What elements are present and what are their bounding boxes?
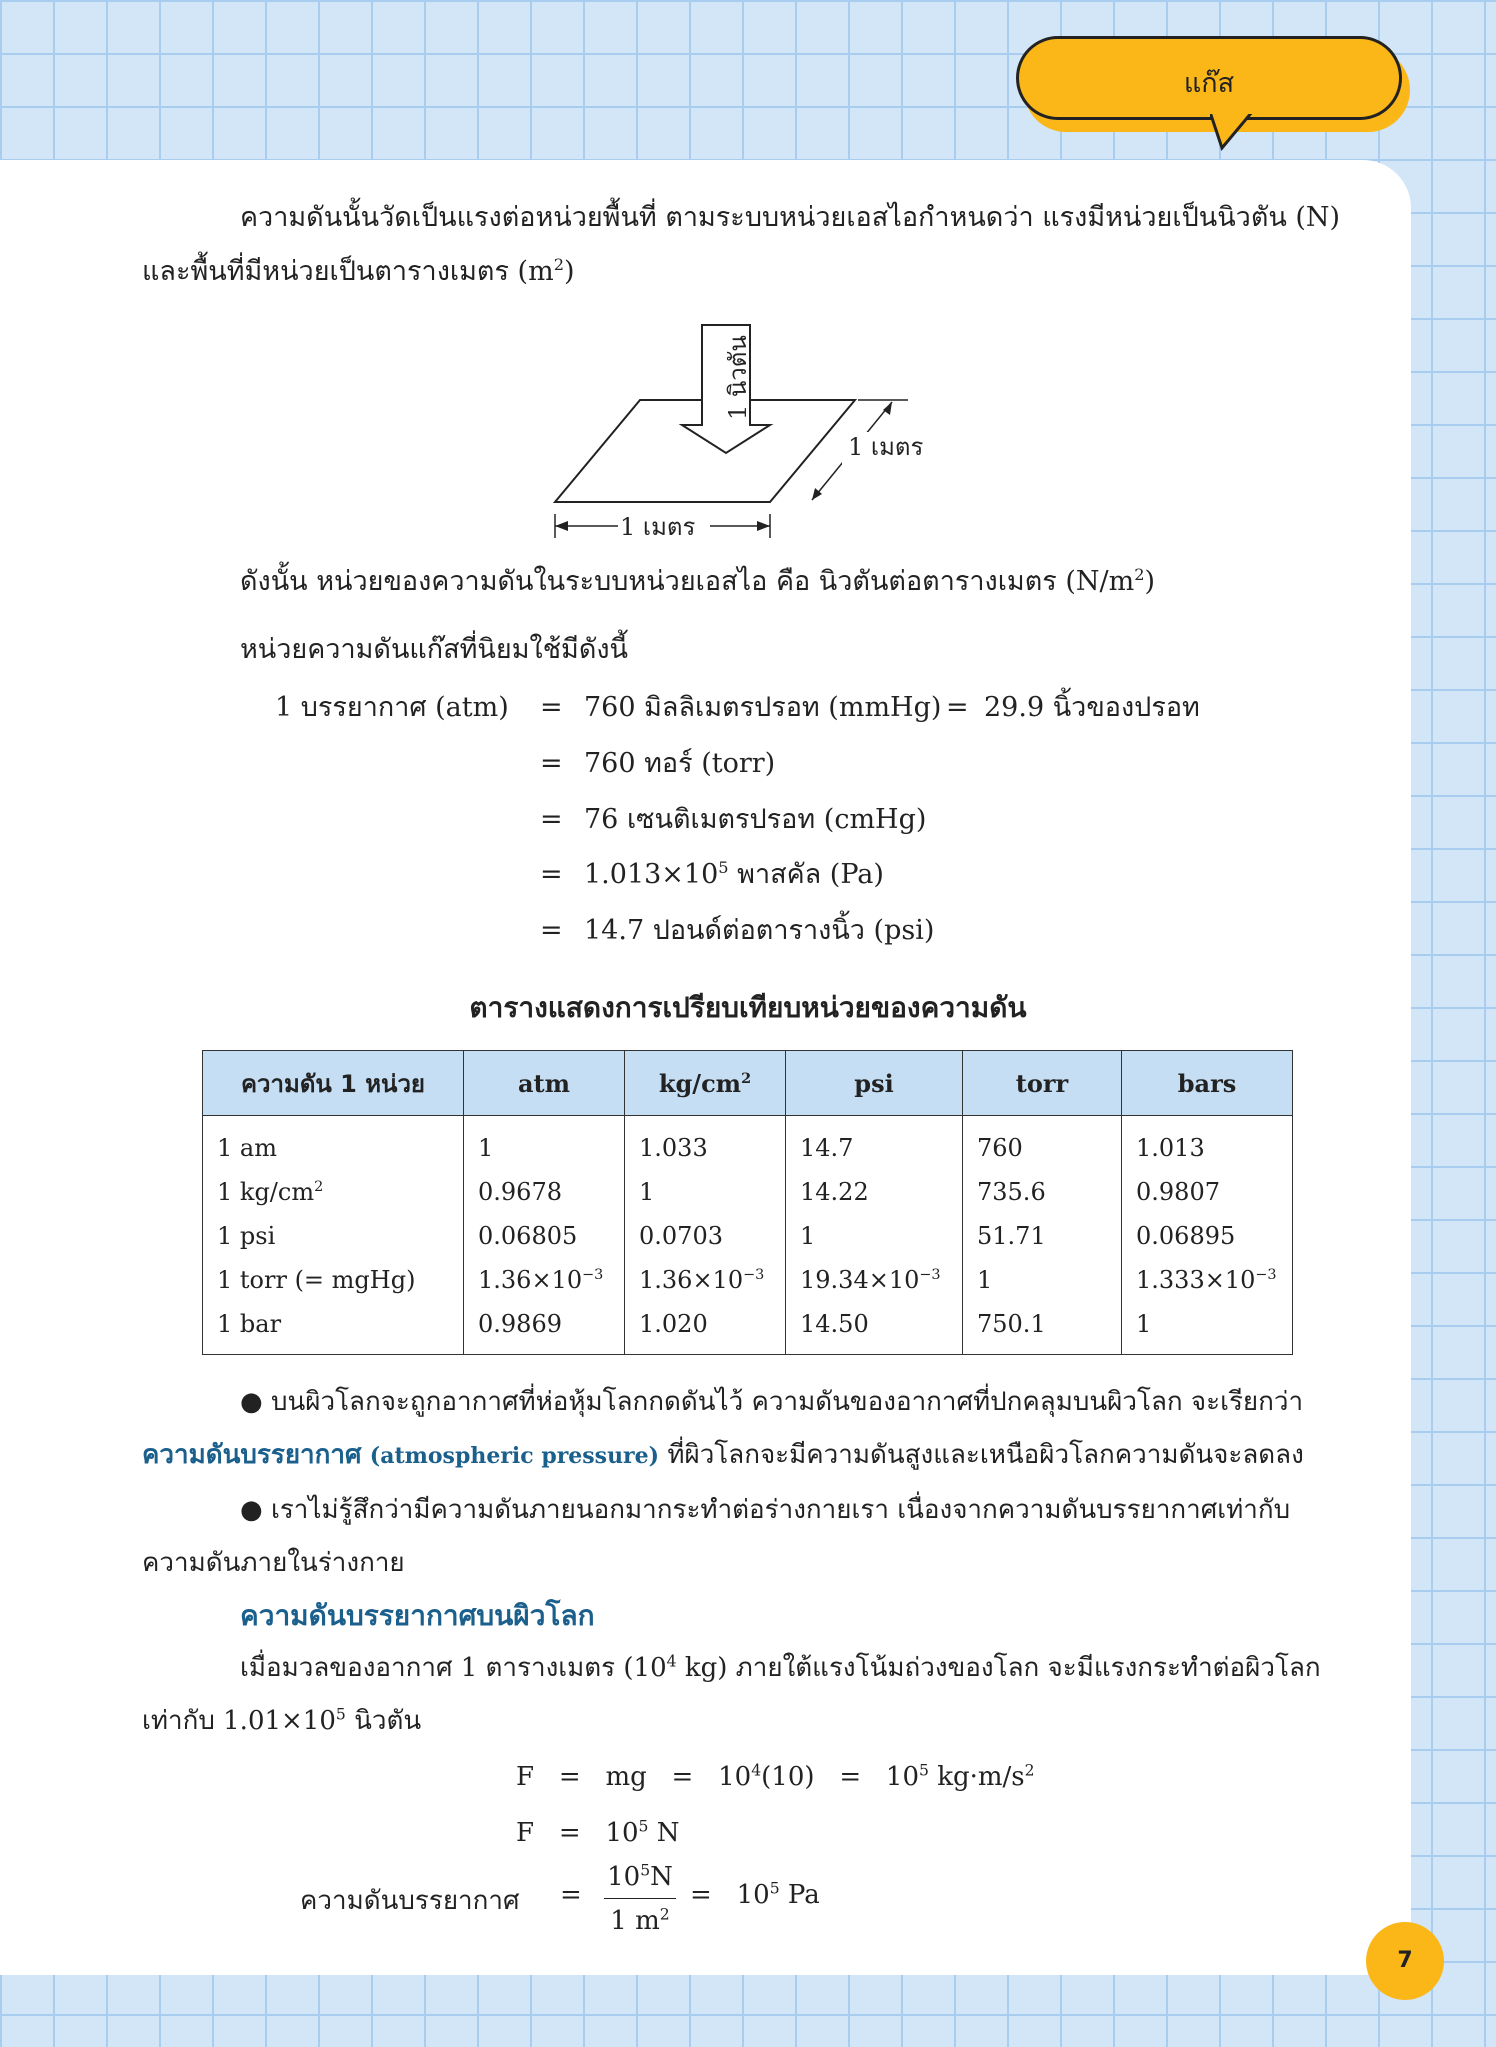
table-cell: 0.06895 <box>1122 1214 1293 1258</box>
bullet-1-line-2: ความดันบรรยากาศ (atmospheric pressure) ที่ผิวโลกจะมีความดันสูงและเหนือผิวโลกความดันจะลดลง <box>142 1440 1304 1470</box>
table-cell: 1.020 <box>625 1302 786 1355</box>
header-kgcm2: $kg/cm^2$ <box>625 1051 786 1116</box>
table-cell: 0.06805 <box>464 1214 625 1258</box>
table-cell: $1.36\times 10^{-3}$ <box>625 1258 786 1302</box>
table-cell: 0.9869 <box>464 1302 625 1355</box>
equals-sign: = <box>540 748 563 779</box>
table-row <box>203 1214 1293 1258</box>
table-cell: 1 <box>464 1116 625 1171</box>
table-cell: $1.36\times 10^{-3}$ <box>464 1258 625 1302</box>
fraction-denominator: 1 $m^2$ <box>610 1905 670 1936</box>
intro-line-2: และพื้นที่มีหน่วยเป็นตารางเมตร $(m^2)$ <box>142 255 575 287</box>
conversion-cmhg: 76 เซนติเมตรปรอท (cmHg) <box>584 804 927 835</box>
fraction-bar <box>604 1898 676 1899</box>
table-cell: 750.1 <box>963 1302 1122 1355</box>
conversion-torr: 760 ทอร์ (torr) <box>584 748 776 779</box>
atm-lhs: 1 บรรยากาศ (atm) <box>275 692 509 723</box>
conversion-mmhg: 760 มิลลิเมตรปรอท (mmHg) <box>584 692 942 723</box>
table-row <box>203 1258 1293 1302</box>
equals-sign: = <box>540 692 563 723</box>
section-heading: ความดันบรรยากาศบนผิวโลก <box>240 1599 595 1632</box>
table-cell: 1 <box>786 1214 963 1258</box>
table-header-row <box>203 1051 1293 1116</box>
section-paragraph-line-1: เมื่อมวลของอากาศ 1 ตารางเมตร ($10^4$ kg) ภายใต้แรงโน้มถ่วงของโลก จะมีแรงกระทำต่อผิวโลก <box>240 1652 1321 1683</box>
table-cell: 1 torr (= mgHg) <box>203 1258 464 1302</box>
table-cell: 1 am <box>203 1116 464 1171</box>
table-row <box>203 1116 1293 1171</box>
bullet-2-line-1: ● เราไม่รู้สึกว่ามีความดันภายนอกมากระทำต่อร่างกายเรา เนื่องจากความดันบรรยากาศเท่ากับ <box>240 1495 1291 1525</box>
table-cell: 14.7 <box>786 1116 963 1171</box>
equation-1: F = mg = $10^4(10)$ = $10^5$ $kg\cdot m/s^2$ <box>516 1761 1035 1792</box>
page-number: 7 <box>1366 1922 1444 2000</box>
section-paragraph-line-2: เท่ากับ $1.01\times 10^5$ นิวตัน <box>142 1705 422 1736</box>
table-cell: 1.013 <box>1122 1116 1293 1171</box>
table-cell: 14.50 <box>786 1302 963 1355</box>
table-cell: 1 <box>625 1170 786 1214</box>
table-cell: 0.9807 <box>1122 1170 1293 1214</box>
conversion-pa: $1.013\times 10^5$ พาสคัล (Pa) <box>584 858 884 890</box>
table-cell: 1 bar <box>203 1302 464 1355</box>
table-cell: 1 $kg/cm^2$ <box>203 1170 464 1214</box>
header-atm: atm <box>464 1051 625 1116</box>
fraction-numerator: $10^5N$ <box>607 1861 673 1892</box>
header-bars: bars <box>1122 1051 1293 1116</box>
equals-sign: = <box>540 915 563 946</box>
speech-tail-icon <box>1210 110 1270 155</box>
si-unit-statement: ดังนั้น หน่วยของความดันในระบบหน่วยเอสไอ คือ นิวตันต่อตารางเมตร $(N/m^2)$ <box>240 565 1156 597</box>
table-cell: 760 <box>963 1116 1122 1171</box>
equation-2: F = $10^5$ N <box>516 1817 680 1848</box>
units-intro: หน่วยความดันแก๊สที่นิยมใช้มีดังนี้ <box>240 634 628 665</box>
table-cell: 1 <box>963 1258 1122 1302</box>
depth-label: 1 เมตร <box>848 433 924 461</box>
width-label: 1 เมตร <box>620 513 696 541</box>
equation-3-label: ความดันบรรยากาศ <box>300 1886 520 1916</box>
conversion-psi: 14.7 ปอนด์ต่อตารางนิ้ว (psi) <box>584 915 935 946</box>
intro-line-1: ความดันนั้นวัดเป็นแรงต่อหน่วยพื้นที่ ตามระบบหน่วยเอสไอกำหนดว่า แรงมีหน่วยเป็นนิวตัน (N) <box>240 202 1341 233</box>
bullet-2-line-2: ความดันภายในร่างกาย <box>142 1548 405 1578</box>
header-psi: psi <box>786 1051 963 1116</box>
pressure-units-table <box>202 1050 1293 1355</box>
table-cell: 51.71 <box>963 1214 1122 1258</box>
equals-sign: = <box>540 804 563 835</box>
table-cell: 735.6 <box>963 1170 1122 1214</box>
table-cell: $19.34\times 10^{-3}$ <box>786 1258 963 1302</box>
equals-sign: = <box>946 692 969 723</box>
equation-3-result: = $10^5$ Pa <box>690 1879 820 1910</box>
equals-sign: = <box>540 859 563 890</box>
force-label: 1 นิวตัน <box>724 335 752 420</box>
header-torr: torr <box>963 1051 1122 1116</box>
table-cell: 1 psi <box>203 1214 464 1258</box>
header-unit: ความดัน 1 หน่วย <box>203 1051 464 1116</box>
table-cell: 0.0703 <box>625 1214 786 1258</box>
table-cell: 0.9678 <box>464 1170 625 1214</box>
equals-sign: = <box>560 1880 582 1910</box>
table-cell: 1.033 <box>625 1116 786 1171</box>
table-cell: 1 <box>1122 1302 1293 1355</box>
table-title: ตารางแสดงการเปรียบเทียบหน่วยของความดัน <box>469 991 1027 1024</box>
table-cell: $1.333\times 10^{-3}$ <box>1122 1258 1293 1302</box>
table-row <box>203 1170 1293 1214</box>
bullet-1-line-1: ● บนผิวโลกจะถูกอากาศที่ห่อหุ้มโลกกดดันไว้ ความดันของอากาศที่ปกคลุมบนผิวโลก จะเรียกว่า <box>240 1387 1304 1417</box>
table-row <box>203 1302 1293 1355</box>
chapter-title: แก๊ส <box>1183 68 1235 99</box>
table-cell: 14.22 <box>786 1170 963 1214</box>
header-tab <box>1016 36 1402 120</box>
conversion-inhg: 29.9 นิ้วของปรอท <box>984 692 1200 723</box>
